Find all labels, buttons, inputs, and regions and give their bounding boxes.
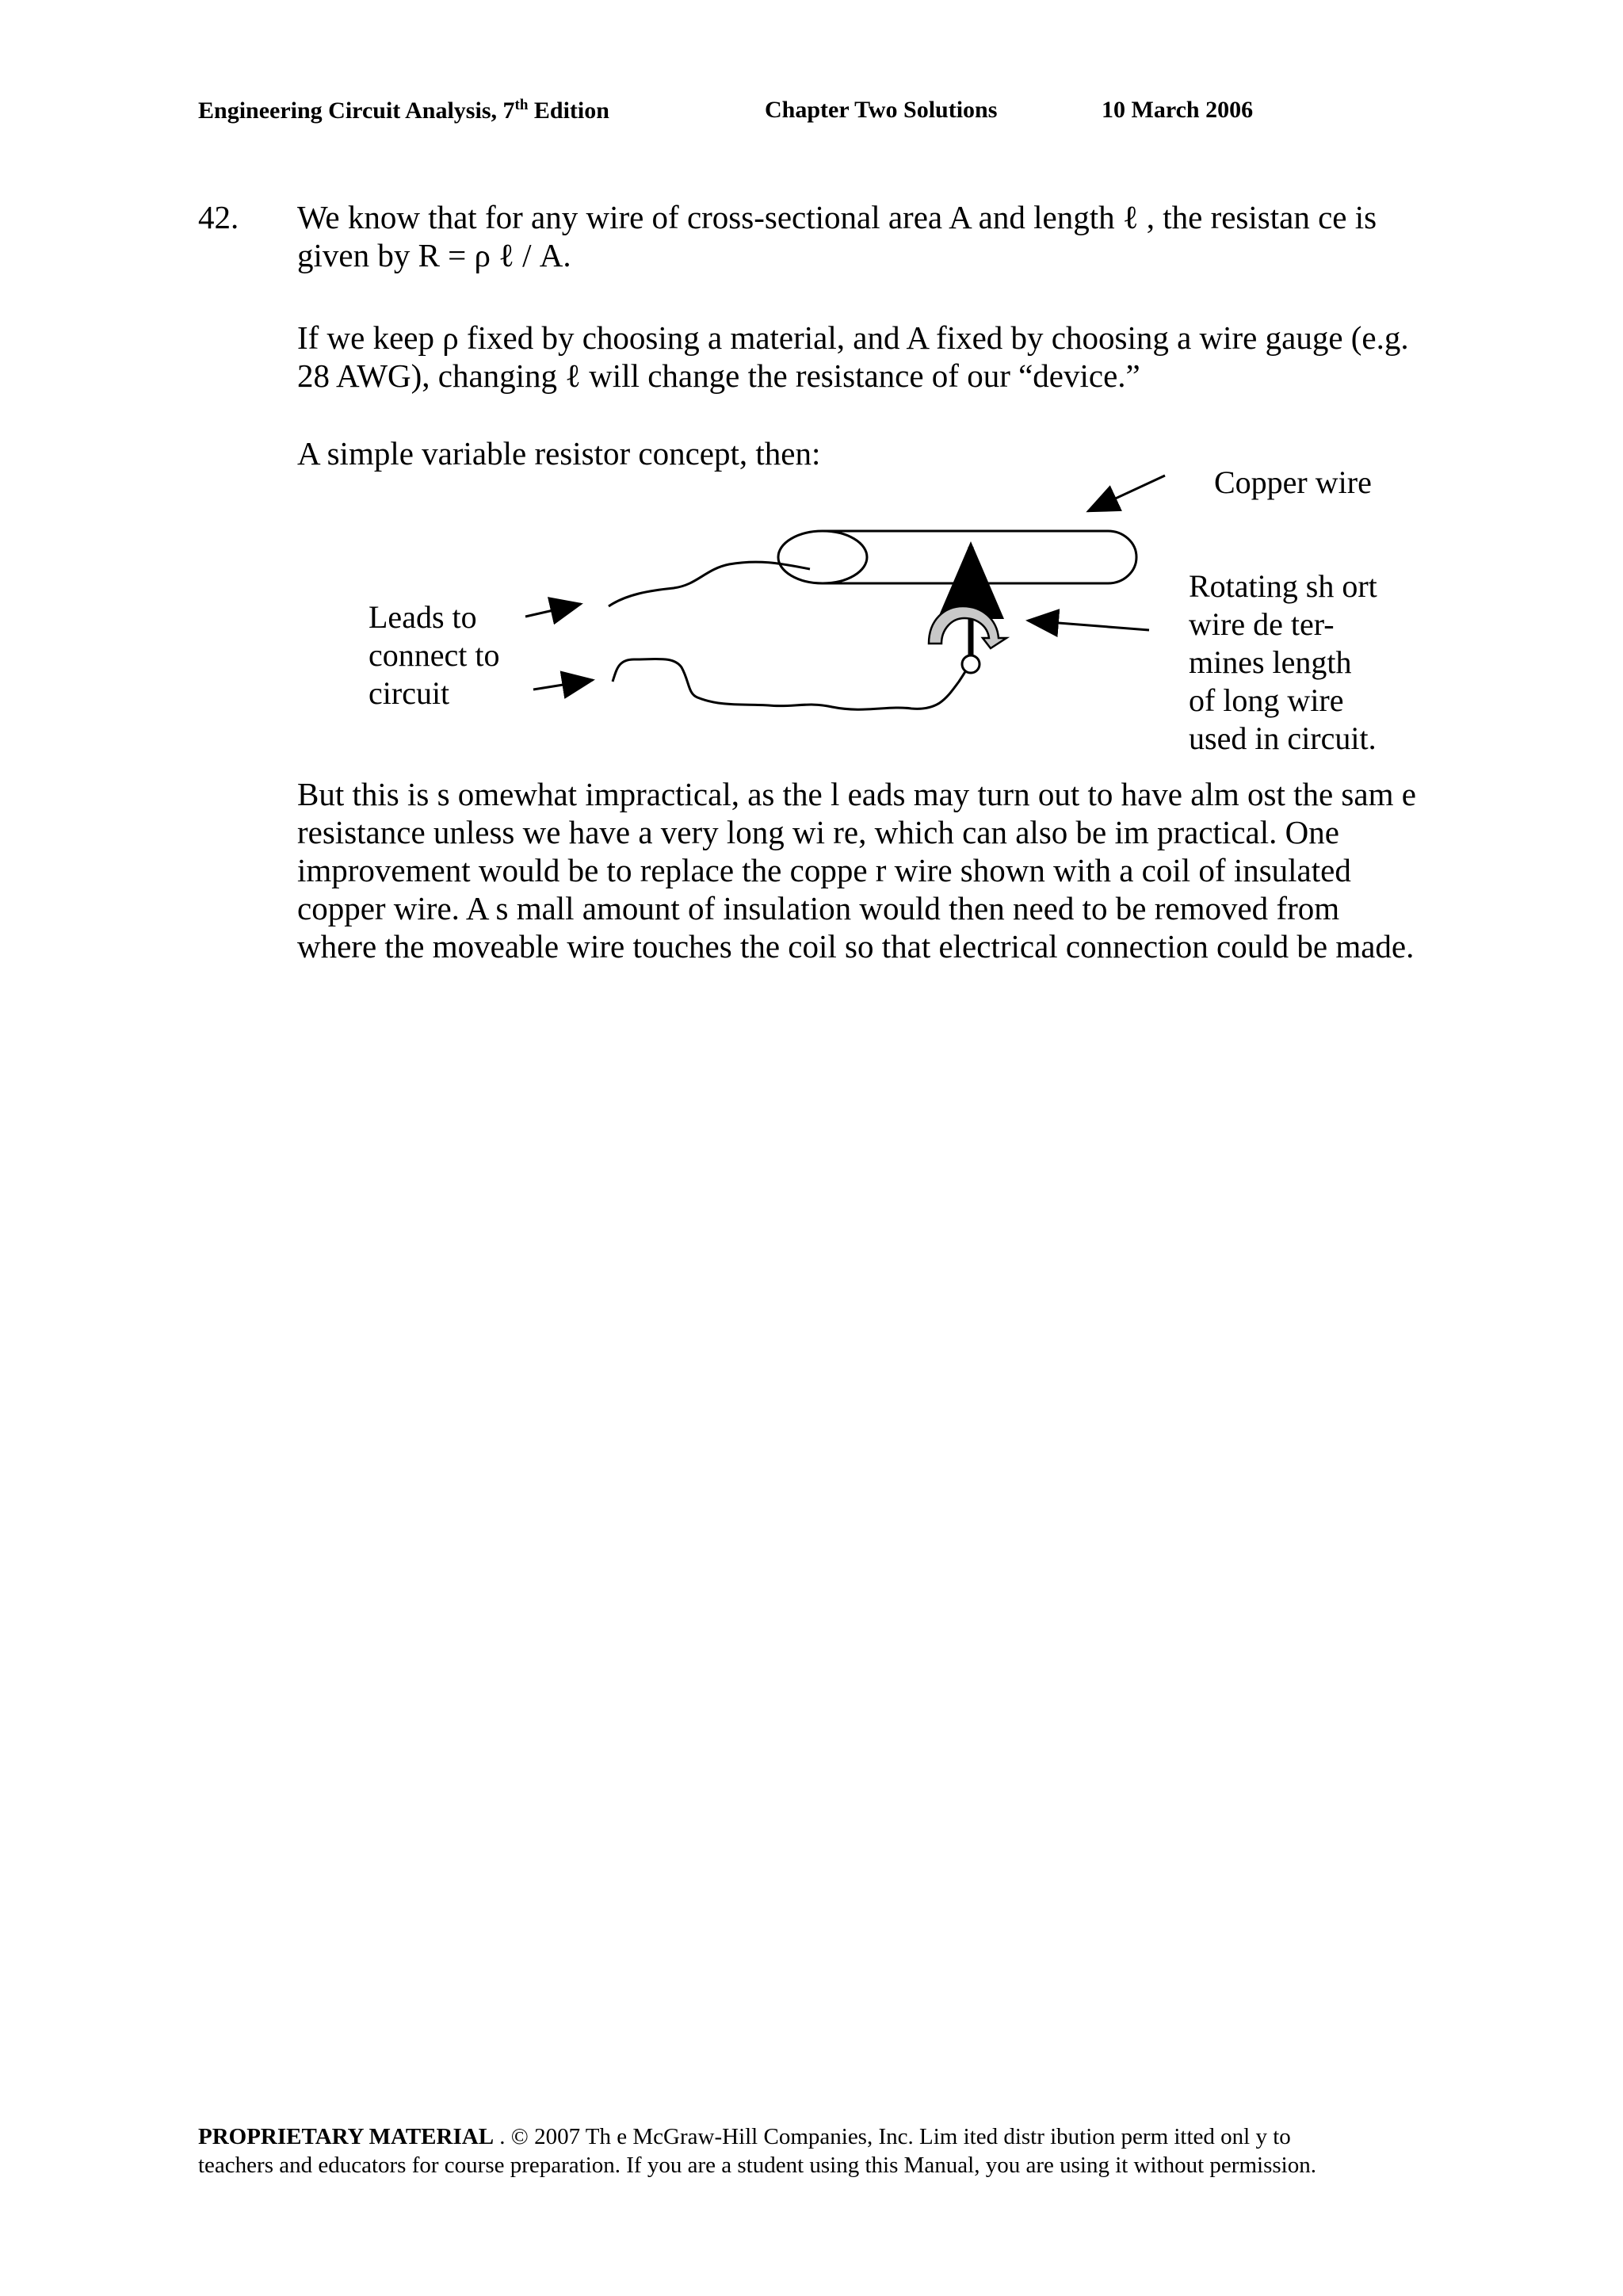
leads-top-arrow <box>525 604 581 617</box>
copper-wire-cylinder <box>778 531 1136 583</box>
paragraph-line: 28 AWG), changing ℓ will change the resistance of our “device.” <box>297 357 1140 394</box>
leads-bottom-arrow <box>533 680 593 690</box>
copper-wire-arrow <box>1088 476 1165 511</box>
leads-label <box>369 598 500 712</box>
rotating-label-line: of long wire <box>1189 682 1344 718</box>
rotating-label-line: wire de ter- <box>1189 606 1335 642</box>
leads-label-line: circuit <box>369 675 450 711</box>
paragraph-line: improvement would be to replace the coppe r wire shown with a coil of insulated <box>297 852 1351 888</box>
paragraph-improvement <box>297 775 1454 965</box>
footer-copyright: . © 2007 Th e McGraw-Hill Companies, Inc. Lim ited distr ibution perm itted onl y to <box>499 2124 1291 2149</box>
header-chapter: Chapter Two Solutions <box>765 97 998 123</box>
footer-proprietary: PROPRIETARY MATERIAL <box>198 2124 495 2149</box>
footer-line-1 <box>198 2122 1291 2151</box>
top-lead-wire <box>609 562 810 606</box>
bottom-lead-wire <box>613 659 971 709</box>
paragraph-line: But this is s omewhat impractical, as the l eads may turn out to have alm ost the sam e <box>297 776 1416 812</box>
book-title-sup: th <box>514 97 529 113</box>
copper-wire-label: Copper wire <box>1214 464 1372 500</box>
rotating-label-line: Rotating sh ort <box>1189 568 1377 604</box>
pivot-point <box>962 655 980 673</box>
rotation-arrow-icon <box>929 606 1006 648</box>
paragraph-line: where the moveable wire touches the coil so that electrical connection could be made. <box>297 928 1415 965</box>
leads-label-line: Leads to <box>369 599 477 635</box>
paragraph-line: copper wire. A s mall amount of insulation would then need to be removed from <box>297 890 1340 926</box>
book-title-text: Engineering Circuit Analysis, 7 <box>198 97 515 124</box>
paragraph-line: A simple variable resistor concept, then: <box>297 435 821 472</box>
leads-label-line: connect to <box>369 637 500 673</box>
problem-number: 42. <box>198 199 239 235</box>
book-title-suffix: Edition <box>528 97 609 124</box>
paragraph-line: given by R = ρ ℓ / A. <box>297 237 571 273</box>
footer-line-2: teachers and educators for course preparation. If you are a student using this Manual, you are using it without permission. <box>198 2153 1316 2178</box>
paragraph-line: resistance unless we have a very long wi re, which can also be im practical. One <box>297 814 1339 850</box>
header-date: 10 March 2006 <box>1102 97 1254 123</box>
rotating-wire-label <box>1189 567 1377 758</box>
rotating-wire-arrow <box>1028 621 1149 630</box>
paragraph-line: If we keep ρ fixed by choosing a material, and A fixed by choosing a wire gauge (e.g. <box>297 319 1409 356</box>
rotating-label-line: mines length <box>1189 644 1352 680</box>
paragraph-line: We know that for any wire of cross-sectional area A and length ℓ , the resistan ce is <box>297 199 1377 235</box>
rotating-label-line: used in circuit. <box>1189 720 1377 756</box>
